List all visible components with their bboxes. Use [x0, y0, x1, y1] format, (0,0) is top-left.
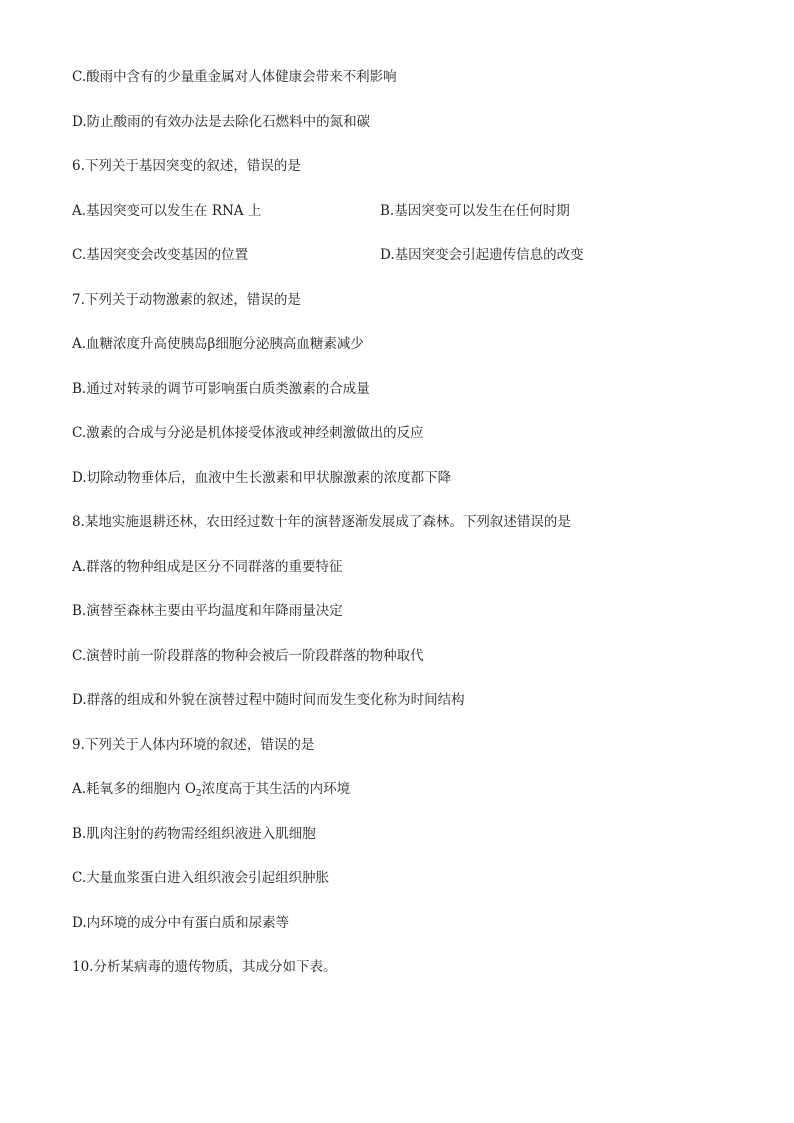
q10-stem: 10.分析某病毒的遗传物质，其成分如下表。: [72, 959, 337, 975]
q6-option-b: B.基因突变可以发生在任何时期: [380, 203, 570, 219]
q6-option-c: C.基因突变会改变基因的位置: [72, 247, 249, 263]
q9-option-a: [72, 780, 350, 798]
q8-option-d: D.群落的组成和外貌在演替过程中随时间而发生变化称为时间结构: [72, 692, 465, 708]
q7-stem: 7.下列关于动物激素的叙述，错误的是: [72, 292, 301, 308]
q7-option-c: C.激素的合成与分泌是机体接受体液或神经刺激做出的反应: [72, 425, 424, 441]
q6-stem: 6.下列关于基因突变的叙述，错误的是: [72, 158, 301, 174]
q9-option-b: B.肌肉注射的药物需经组织液进入肌细胞: [72, 826, 316, 842]
q9-stem: 9.下列关于人体内环境的叙述，错误的是: [72, 737, 315, 753]
q7-option-a: A.血糖浓度升高使胰岛β细胞分泌胰高血糖素减少: [72, 336, 364, 352]
q8-option-a: A.群落的物种组成是区分不同群落的重要特征: [72, 559, 343, 575]
q5-option-c: C.酸雨中含有的少量重金属对人体健康会带来不利影响: [72, 69, 397, 85]
q9-option-c: C.大量血浆蛋白进入组织液会引起组织肿胀: [72, 870, 330, 886]
q7-option-b: B.通过对转录的调节可影响蛋白质类激素的合成量: [72, 381, 370, 397]
q7-option-d: D.切除动物垂体后，血液中生长激素和甲状腺激素的浓度都下降: [72, 470, 452, 486]
q5-option-d: D.防止酸雨的有效办法是去除化石燃料中的氮和碳: [72, 114, 371, 130]
q9-option-a-text-end: 浓度高于其生活的内环境: [201, 781, 351, 797]
q9-option-a-text: A.耗氧多的细胞内 O: [72, 781, 196, 797]
q8-stem: 8.某地实施退耕还林，农田经过数十年的演替逐渐发展成了森林。下列叙述错误的是: [72, 514, 571, 530]
q8-option-c: C.演替时前一阶段群落的物种会被后一阶段群落的物种取代: [72, 648, 424, 664]
q8-option-b: B.演替至森林主要由平均温度和年降雨量决定: [72, 603, 343, 619]
q6-option-a: A.基因突变可以发生在 RNA 上: [72, 203, 262, 219]
q9-option-a-subscript: 2: [195, 789, 202, 799]
q6-option-d: D.基因突变会引起遗传信息的改变: [380, 247, 584, 263]
q9-option-d: D.内环境的成分中有蛋白质和尿素等: [72, 915, 290, 931]
